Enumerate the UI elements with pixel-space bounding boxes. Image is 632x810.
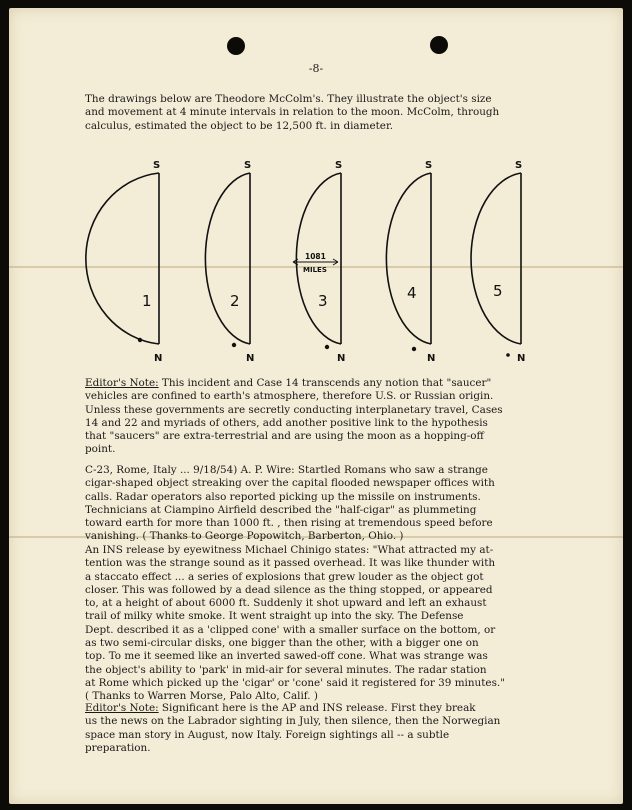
ins-release-paragraph xyxy=(85,544,615,704)
moon-dot xyxy=(325,345,329,349)
drawing-number: 1 xyxy=(142,292,152,310)
drawing-number: 4 xyxy=(407,284,417,302)
north-label: N xyxy=(246,353,255,364)
moon-drawing-3 xyxy=(293,160,345,364)
punch-hole xyxy=(430,36,448,54)
text-line: tention was the strange sound as it passed overhead. It was like thunder with xyxy=(85,557,496,570)
editor-note-label: Editor's Note: xyxy=(85,702,159,714)
text-line: toward earth for more than 1000 ft. , then rising at tremendous speed before xyxy=(85,517,493,530)
editor-note-label: Editor's Note: xyxy=(85,377,159,389)
text-line: to, at a height of about 6000 ft. Suddenly it shot upward and left an exhaust xyxy=(85,597,487,610)
text-line: top. To me it seemed like an inverted sawed-off cone. What was strange was xyxy=(85,650,488,663)
text-line: The drawings below are Theodore McColm's. They illustrate the object's size xyxy=(85,93,492,105)
text-line: vanishing. ( Thanks to George Popowitch, Barberton, Ohio. ) xyxy=(85,530,404,543)
text-line: closer. This was followed by a dead silence as the thing stopped, or appeared xyxy=(85,583,493,596)
south-label: S xyxy=(335,160,343,171)
text-line: a staccato effect ... a series of explosions that grew louder as the object got xyxy=(85,570,484,583)
text-line: vehicles are confined to earth's atmosphere, therefore U.S. or Russian origin. xyxy=(85,390,494,403)
intro-paragraph xyxy=(85,93,615,133)
text-line: the object's ability to 'park' in mid-air for several minutes. The radar station xyxy=(85,663,487,676)
text-line: point. xyxy=(85,443,116,456)
moon-drawings xyxy=(9,148,623,378)
distance-annotation-value: 1081 xyxy=(305,252,326,261)
punch-hole xyxy=(227,37,245,55)
north-label: N xyxy=(427,353,436,364)
moon-drawing-2 xyxy=(205,160,254,364)
text-line: at Rome which picked up the 'cigar' or 'cone' said it registered for 39 minutes." xyxy=(85,676,505,689)
drawing-number: 3 xyxy=(318,292,328,310)
text-line: 14 and 22 and myriads of others, add another positive link to the hypothesis xyxy=(85,416,488,429)
editor-note-text: This incident and Case 14 transcends any notion that "saucer" xyxy=(158,377,492,389)
distance-annotation-unit: MILES xyxy=(303,266,327,274)
text-line: us the news on the Labrador sighting in July, then silence, then the Norwegian xyxy=(85,715,501,728)
north-label: N xyxy=(337,353,346,364)
north-label: N xyxy=(154,353,163,364)
text-line: Technicians at Ciampino Airfield described the "half-cigar" as plummeting xyxy=(85,503,477,516)
text-line: space man story in August, now Italy. Foreign sightings all -- a subtle xyxy=(85,728,450,741)
text-line: C-23, Rome, Italy ... 9/18/54) A. P. Wire: Startled Romans who saw a strange xyxy=(85,464,488,476)
editor-note-1 xyxy=(85,377,615,457)
south-label: S xyxy=(515,160,523,171)
text-line: Dept. described it as a 'clipped cone' with a smaller surface on the bottom, or xyxy=(85,623,496,636)
text-line xyxy=(85,377,615,390)
moon-dot xyxy=(138,338,142,342)
text-line: trail of milky white smoke. It went straight up into the sky. The Defense xyxy=(85,610,464,623)
south-label: S xyxy=(425,160,433,171)
moon-drawing-5 xyxy=(471,160,525,364)
south-label: S xyxy=(153,160,161,171)
editor-note-2 xyxy=(85,702,615,755)
text-line: Unless these governments are secretly conducting interplanetary travel, Cases xyxy=(85,403,503,416)
drawing-number: 2 xyxy=(230,292,240,310)
south-label: S xyxy=(244,160,252,171)
page-number: -8- xyxy=(308,62,324,75)
text-line: calls. Radar operators also reported picking up the missile on instruments. xyxy=(85,490,481,503)
drawing-number: 5 xyxy=(493,282,503,300)
moon-dot xyxy=(506,353,510,357)
moon-dot xyxy=(412,347,416,351)
text-line: and movement at 4 minute intervals in relation to the moon. McColm, through xyxy=(85,106,500,119)
text-line: ( Thanks to Warren Morse, Palo Alto, Calif. ) xyxy=(85,690,318,703)
document-page xyxy=(9,8,623,804)
moon-dot xyxy=(232,343,236,347)
moon-drawing-1 xyxy=(86,160,163,364)
text-line: preparation. xyxy=(85,741,151,754)
editor-note-text: Significant here is the AP and INS release. First they break xyxy=(158,702,476,714)
text-line: An INS release by eyewitness Michael Chinigo states: "What attracted my at- xyxy=(85,544,494,556)
text-line: calculus, estimated the object to be 12,500 ft. in diameter. xyxy=(85,119,394,132)
north-label: N xyxy=(517,353,526,364)
text-line xyxy=(85,702,615,715)
case-c23-paragraph xyxy=(85,464,615,544)
moon-drawing-4 xyxy=(386,160,435,364)
text-line: cigar-shaped object streaking over the capital flooded newspaper offices with xyxy=(85,477,495,490)
text-line: that "saucers" are extra-terrestrial and are using the moon as a hopping-off xyxy=(85,430,484,443)
text-line: as two semi-circular disks, one bigger than the other, with a bigger one on xyxy=(85,637,479,650)
